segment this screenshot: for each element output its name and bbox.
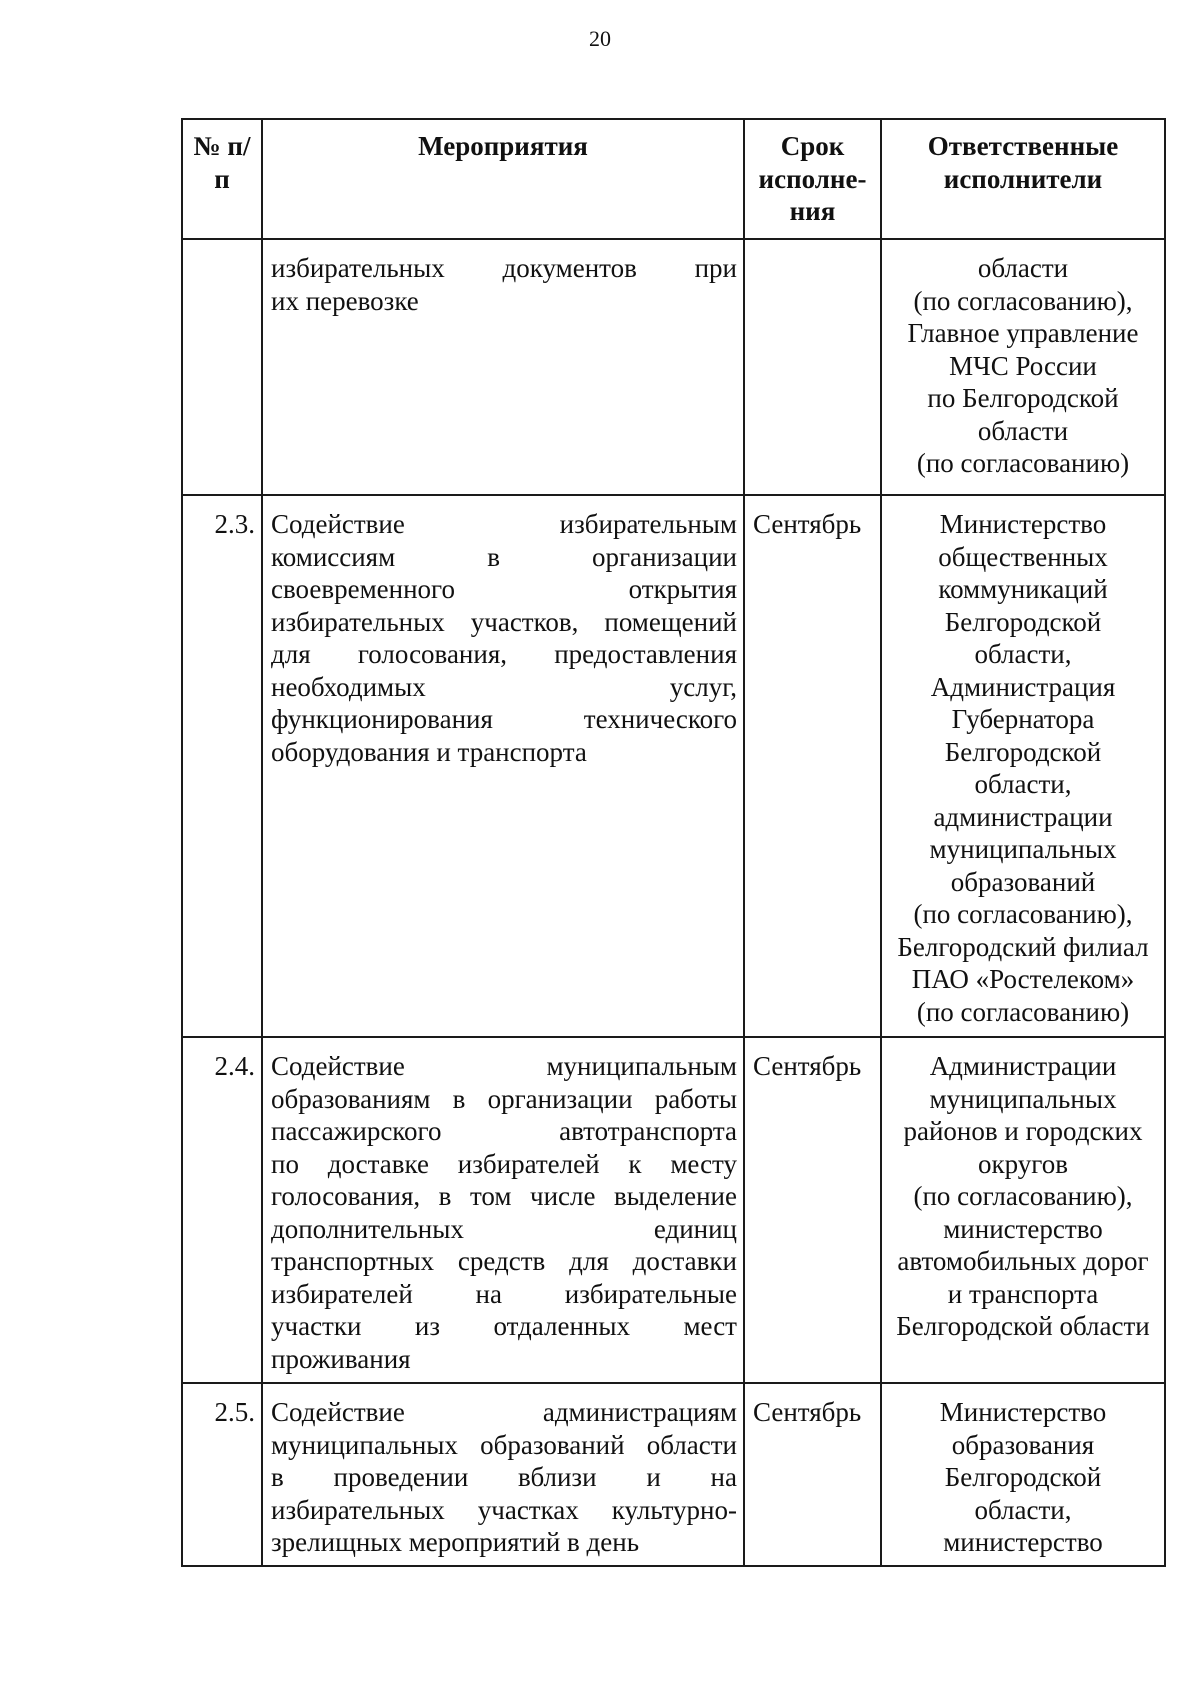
cell-line: избирательных участков, помещений [271, 606, 737, 637]
cell-line: оборудования и транспорта [271, 736, 587, 767]
row-number: 2.5. [182, 1383, 262, 1566]
cell-line: избирателей на избирательные [271, 1278, 737, 1309]
header-event: Мероприятия [262, 119, 744, 239]
cell-line: Белгородской [944, 736, 1102, 767]
cell-line: администрации [933, 801, 1113, 832]
cell-line: по доставке избирателей к месту [271, 1148, 737, 1179]
cell-line: области, [974, 769, 1072, 799]
row-number: 2.3. [182, 495, 262, 1037]
cell-line: районов и городских [903, 1116, 1143, 1146]
page-number: 20 [589, 26, 611, 51]
cell-line: проживания [271, 1343, 411, 1374]
header-num: № п/п [182, 119, 262, 239]
table-row [182, 1037, 1165, 1383]
cell-line: муниципальных [929, 1083, 1117, 1114]
cell-line: для голосования, предоставления [271, 639, 737, 669]
cell-line: Белгородской области [896, 1311, 1150, 1341]
cell-line: коммуникаций [938, 574, 1108, 604]
row-event [262, 1037, 744, 1383]
cell-line: в проведении вблизи и на [271, 1462, 737, 1492]
row-responsible [881, 239, 1165, 495]
cell-line: необходимых услуг, [271, 671, 737, 702]
cell-line: своевременного открытия [271, 574, 737, 604]
cell-line: Министерство [939, 1397, 1107, 1427]
cell-line: Министерство [939, 509, 1107, 539]
cell-line: образованиям в организации работы [271, 1083, 737, 1114]
row-number [182, 239, 262, 495]
cell-line: зрелищных мероприятий в день [271, 1527, 640, 1557]
row-number: 2.4. [182, 1037, 262, 1383]
row-term [744, 239, 881, 495]
cell-line: округов [978, 1148, 1068, 1179]
cell-line: Администрации [929, 1051, 1117, 1081]
cell-line: муниципальных [929, 834, 1117, 864]
cell-line: Губернатора [951, 704, 1095, 734]
cell-line: (по согласованию), [913, 285, 1133, 316]
row-event [262, 239, 744, 495]
cell-line: общественных [938, 541, 1108, 572]
cell-line: их перевозке [271, 285, 419, 316]
table-row [182, 495, 1165, 1037]
cell-line: (по согласованию), [913, 899, 1133, 929]
header-term: Срок исполне-ния [744, 119, 881, 239]
cell-line: (по согласованию) [916, 996, 1130, 1027]
cell-line: области, [974, 1494, 1072, 1525]
row-responsible [881, 1383, 1165, 1566]
events-table [181, 118, 1166, 1567]
cell-line: Белгородской [944, 1462, 1102, 1492]
cell-line: (по согласованию) [916, 448, 1130, 478]
cell-line: области [977, 415, 1069, 446]
cell-line: Главное управление [907, 318, 1139, 348]
cell-line: ПАО «Ростелеком» [911, 964, 1135, 994]
cell-line: образования [951, 1429, 1095, 1460]
cell-line: Содействие администрациям [271, 1397, 737, 1427]
row-responsible [881, 1037, 1165, 1383]
cell-line: (по согласованию), [913, 1181, 1133, 1211]
cell-line: избирательных участках культурно- [271, 1494, 737, 1525]
row-event [262, 495, 744, 1037]
cell-line: министерство [943, 1213, 1103, 1244]
cell-line: голосования, в том числе выделение [271, 1181, 737, 1211]
cell-line: транспортных средств для доставки [271, 1246, 737, 1276]
cell-line: образований [950, 866, 1096, 897]
cell-line: Белгородской [944, 606, 1102, 637]
cell-line: муниципальных образований области [271, 1429, 737, 1460]
cell-line: МЧС России [949, 350, 1097, 381]
cell-line: комиссиям в организации [271, 541, 737, 572]
cell-line: пассажирского автотранспорта [271, 1116, 737, 1146]
cell-line: дополнительных единиц [271, 1213, 737, 1244]
table-row [182, 239, 1165, 495]
cell-line: по Белгородской [927, 383, 1119, 413]
row-event [262, 1383, 744, 1566]
cell-line: Белгородский филиал [897, 931, 1149, 962]
cell-line: автомобильных дорог [897, 1246, 1149, 1276]
cell-line: Содействие муниципальным [271, 1051, 737, 1081]
row-term: Сентябрь [744, 1383, 881, 1566]
table-row [182, 1383, 1165, 1566]
cell-line: функционирования технического [271, 704, 737, 734]
cell-line: области [977, 253, 1069, 283]
header-responsible: Ответственные исполнители [881, 119, 1165, 239]
table-header-row [182, 119, 1165, 239]
cell-line: избирательных документов при [271, 253, 737, 283]
cell-line: области, [974, 639, 1072, 669]
cell-line: участки из отдаленных мест [271, 1311, 737, 1341]
cell-line: Администрация [930, 671, 1116, 702]
cell-line: Содействие избирательным [271, 509, 737, 539]
row-term: Сентябрь [744, 495, 881, 1037]
row-term: Сентябрь [744, 1037, 881, 1383]
cell-line: министерство [943, 1527, 1103, 1557]
cell-line: и транспорта [947, 1278, 1099, 1309]
row-responsible [881, 495, 1165, 1037]
